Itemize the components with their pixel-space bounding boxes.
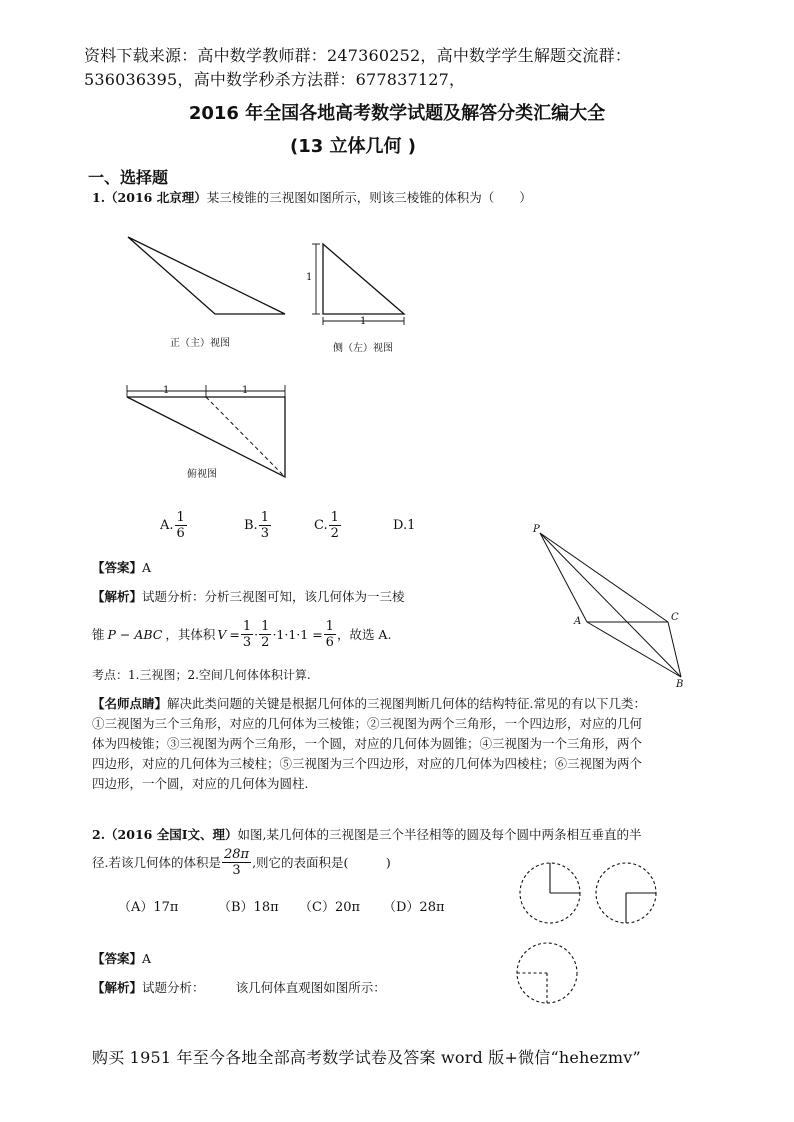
q1-option-c: C. $\frac{1}{2}$ (314, 510, 339, 541)
vertex-c-label: C (671, 612, 679, 623)
front-view-caption: 正（主）视图 (170, 338, 230, 349)
q1-tips-line-2: ①三视图为三个三角形，对应的几何体为三棱锥；②三视图为两个三角形，一个四边形，对应的几何 (92, 716, 643, 731)
vertex-a-label: A (574, 616, 582, 627)
q1-tips-line-1: 【名师点睛】解决此类问题的关键是根据几何体的三视图判断几何体的结构特征.常见的有以下几类： (92, 696, 646, 711)
pyramid-figure (540, 533, 681, 677)
vertex-p-label: P (533, 524, 540, 535)
q2-stem-line-2: 径.若该几何体的体积是 $\frac{28\pi}{3}$ ,则它的表面积是( ) (92, 847, 391, 878)
side-width-label: 1 (360, 316, 367, 327)
vertex-b-label: B (676, 679, 684, 690)
q1-option-d: D. 1 (393, 518, 416, 533)
q2-analysis: 【解析】试题分析： 该几何体直观图如图所示： (92, 980, 386, 995)
top-view-caption: 俯视图 (187, 469, 217, 480)
top-width-label-2: 1 (242, 385, 249, 396)
q1-analysis-line-2: 锥 P − ABC ，其体积 V = $\frac{1}{3}$ · $\frac{1}{2}$ ·1·1·1 = $\frac{1}{6}$ ，故选 A. (92, 619, 392, 650)
q1-tips-line-5: 四边形，一个圆，对应的几何体为圆柱. (92, 776, 309, 791)
side-view (312, 244, 404, 325)
q1-tips-line-4: 四边形，对应的几何体为三棱柱；⑤三视图为三个四边形，对应的几何体为四棱柱；⑥三视图为两个 (92, 756, 643, 771)
q2-option-d: （D）28π (383, 900, 445, 915)
q1-source: 1.（2016 北京理） (92, 190, 207, 205)
q1-stem-text: 某三棱锥的三视图如图所示，则该三棱锥的体积为（ ） (206, 190, 532, 205)
q2-stem-line-1: 2.（2016 全国Ⅰ文、理）如图,某几何体的三视图是三个半径相等的圆及每个圆中两条相互垂直的半 (92, 827, 642, 842)
q2-option-b: （B）18π (218, 900, 279, 915)
q1-option-b: B. $\frac{1}{3}$ (244, 510, 269, 541)
page-subtitle: (13 立体几何 ) (290, 136, 417, 157)
q1-answer: 【答案】A (92, 560, 152, 575)
front-view (128, 237, 285, 314)
circle-views (517, 863, 656, 1003)
q2-answer: 【答案】A (92, 951, 152, 966)
q2-option-a: （A）17π (118, 900, 179, 915)
q1-kaodian: 考点：1.三视图；2.空间几何体体积计算. (92, 668, 311, 682)
side-view-caption: 侧（左）视图 (333, 343, 393, 354)
page-footer: 购买 1951 年至今各地全部高考数学试卷及答案 word 版+微信“hehezmv” (92, 1048, 641, 1067)
top-view (127, 385, 285, 477)
q1-analysis-line-1: 【解析】试题分析：分析三视图可知，该几何体为一三棱 (92, 589, 405, 604)
source-line-2: 536036395，高中数学秒杀方法群：677837127， (84, 70, 466, 89)
top-width-label-1: 1 (163, 385, 170, 396)
q1-tips-line-3: 体为四棱锥；③三视图为两个三角形，一个圆，对应的几何体为圆锥；④三视图为一个三角形，两个 (92, 736, 643, 751)
page-title: 2016 年全国各地高考数学试题及解答分类汇编大全 (188, 103, 606, 124)
side-height-label: 1 (306, 272, 313, 283)
source-line-1: 资料下载来源：高中数学教师群：247360252，高中数学学生解题交流群： (84, 46, 632, 65)
q2-option-c: （C）20π (299, 900, 361, 915)
q1-option-a: A. $\frac{1}{6}$ (160, 510, 185, 541)
section-heading: 一、选择题 (88, 168, 169, 187)
